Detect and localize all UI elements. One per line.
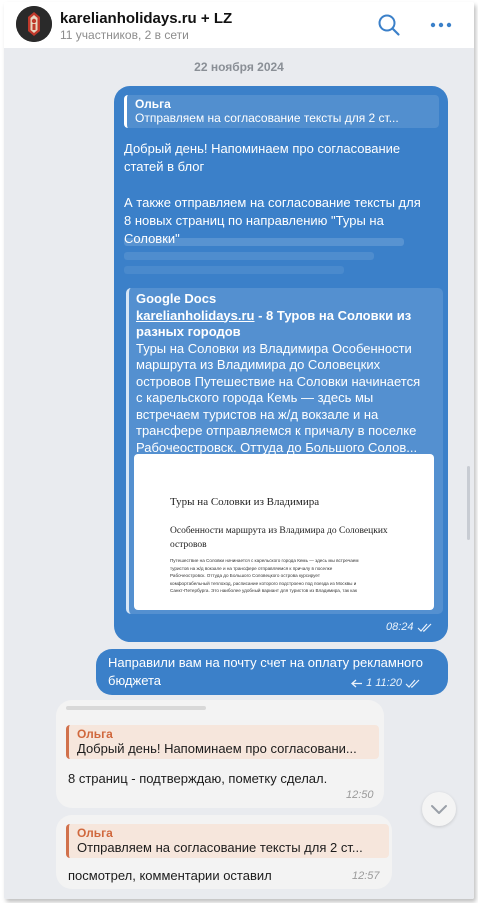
message-time: 11:20 (375, 677, 402, 689)
hidden-text (124, 238, 404, 246)
hidden-author (66, 706, 206, 710)
chat-subtitle: 11 участников, 2 в сети (60, 28, 189, 42)
hidden-text (124, 266, 344, 274)
hidden-text (124, 252, 374, 260)
message-text: Добрый день! Напоминаем про согласование статей в блог А также отправляем на согласование тексты для 8 новых страниц по направлению "Туры на Соловки" (124, 141, 421, 246)
message-meta (351, 677, 421, 689)
preview-heading: Туры на Соловки из Владимира (170, 496, 320, 508)
reply-text: Отправляем на согласование тексты для 2 ст... (77, 840, 363, 855)
link-preview[interactable]: Google Docs karelianholidays.ru - 8 Туров на Соловки из разных городов Туры на Соловки из Владимира Особенности маршрута из Владимира до Соловецких островов Путешествие на Соловки начинается с карельского города Кемь — здесь мы встречаем туристов на ж/д вокзале и на трансфере отправляемся к причалу в поселке Рабочеостровск. Оттуда до Большого Солов... Туры на Соловки из Владимира Особенности маршрута из Владимира до Соловецких островов Путешествие на Соловки начинается с карельского города Кемь — здесь мы встречаем туристов на ж/д вокзале и на трансфере отправляемся к причалу в поселке Рабочеостровск. Оттуда до Большого Соловецкого острова курсирует комфортабельный теплоход, расписание которого подстроено под поезда из Москвы и Санкт-Петербурга. Это наиболее удобный вариант для туристов из Владимира, так как (126, 288, 443, 614)
reply-count[interactable]: 1 (366, 677, 373, 689)
avatar[interactable] (16, 6, 52, 42)
scrollbar[interactable] (467, 466, 470, 540)
reply-text: Отправляем на согласование тексты для 2 ст... (135, 111, 399, 125)
messages-area[interactable] (4, 48, 474, 899)
reply-author: Ольга (77, 727, 113, 741)
chevron-down-icon (422, 792, 456, 826)
scroll-down-button[interactable] (422, 792, 456, 826)
message-bubble-outgoing[interactable] (114, 86, 448, 642)
message-bubble-incoming[interactable] (56, 815, 392, 889)
message-bubble-outgoing[interactable] (96, 649, 448, 695)
chat-title[interactable]: karelianholidays.ru + LZ (60, 10, 233, 27)
reply-text: Добрый день! Напоминаем про согласовани... (77, 741, 357, 756)
message-time: 08:24 (386, 621, 433, 633)
reply-arrow-icon (351, 679, 363, 688)
link-site-name: Google Docs (136, 291, 217, 306)
reply-quote[interactable] (66, 824, 389, 858)
date-separator: 22 ноября 2024 (194, 60, 284, 74)
message-bubble-incoming[interactable] (56, 700, 384, 808)
reply-author: Ольга (77, 826, 113, 840)
link-domain[interactable]: karelianholidays.ru (136, 307, 255, 323)
chat-window (4, 2, 474, 899)
link-description: Туры на Соловки из Владимира Особенности маршрута из Владимира до Соловецких островов Путешествие на Соловки начинается с карельского города Кемь — здесь мы встречаем туристов на ж/д вокзале и на трансфере отправляемся к причалу в поселке Рабочеостровск. Оттуда до Большого Солов... (136, 340, 421, 455)
link-title[interactable]: karelianholidays.ru - 8 Туров на Соловки из (136, 307, 412, 323)
message-text: Направили вам на почту счет на оплату рекламного бюджета (108, 655, 423, 688)
preview-paragraph: Путешествие на Соловки начинается с карельского города Кемь — здесь мы встречаем туристов на ж/д вокзале и на трансфере отправляемся к причалу в поселке Рабочеостровск. Оттуда до Большого Соловецкого острова курсирует комфортабельный теплоход, расписание которого подстроено под поезда из Москвы и Санкт-Петербурга. Это наиболее удобный вариант для туристов из Владимира, так как (170, 558, 359, 594)
double-check-icon (417, 623, 433, 632)
message-text: 8 страниц - подтверждаю, пометку сделал. (68, 771, 328, 786)
double-check-icon (405, 679, 421, 688)
logo-icon (16, 6, 52, 42)
more-icon[interactable] (428, 12, 454, 38)
chat-header (4, 2, 474, 48)
message-text: посмотрел, комментарии оставил (68, 868, 272, 883)
reply-quote[interactable] (66, 725, 379, 759)
search-icon[interactable] (376, 12, 402, 38)
message-time: 12:50 (346, 789, 374, 801)
reply-author: Ольга (135, 97, 171, 111)
link-preview-image[interactable] (134, 454, 434, 610)
preview-subheading: Особенности маршрута из Владимира до Соловецких островов (170, 526, 388, 550)
reply-quote[interactable] (124, 95, 439, 128)
message-time: 12:57 (352, 870, 380, 882)
